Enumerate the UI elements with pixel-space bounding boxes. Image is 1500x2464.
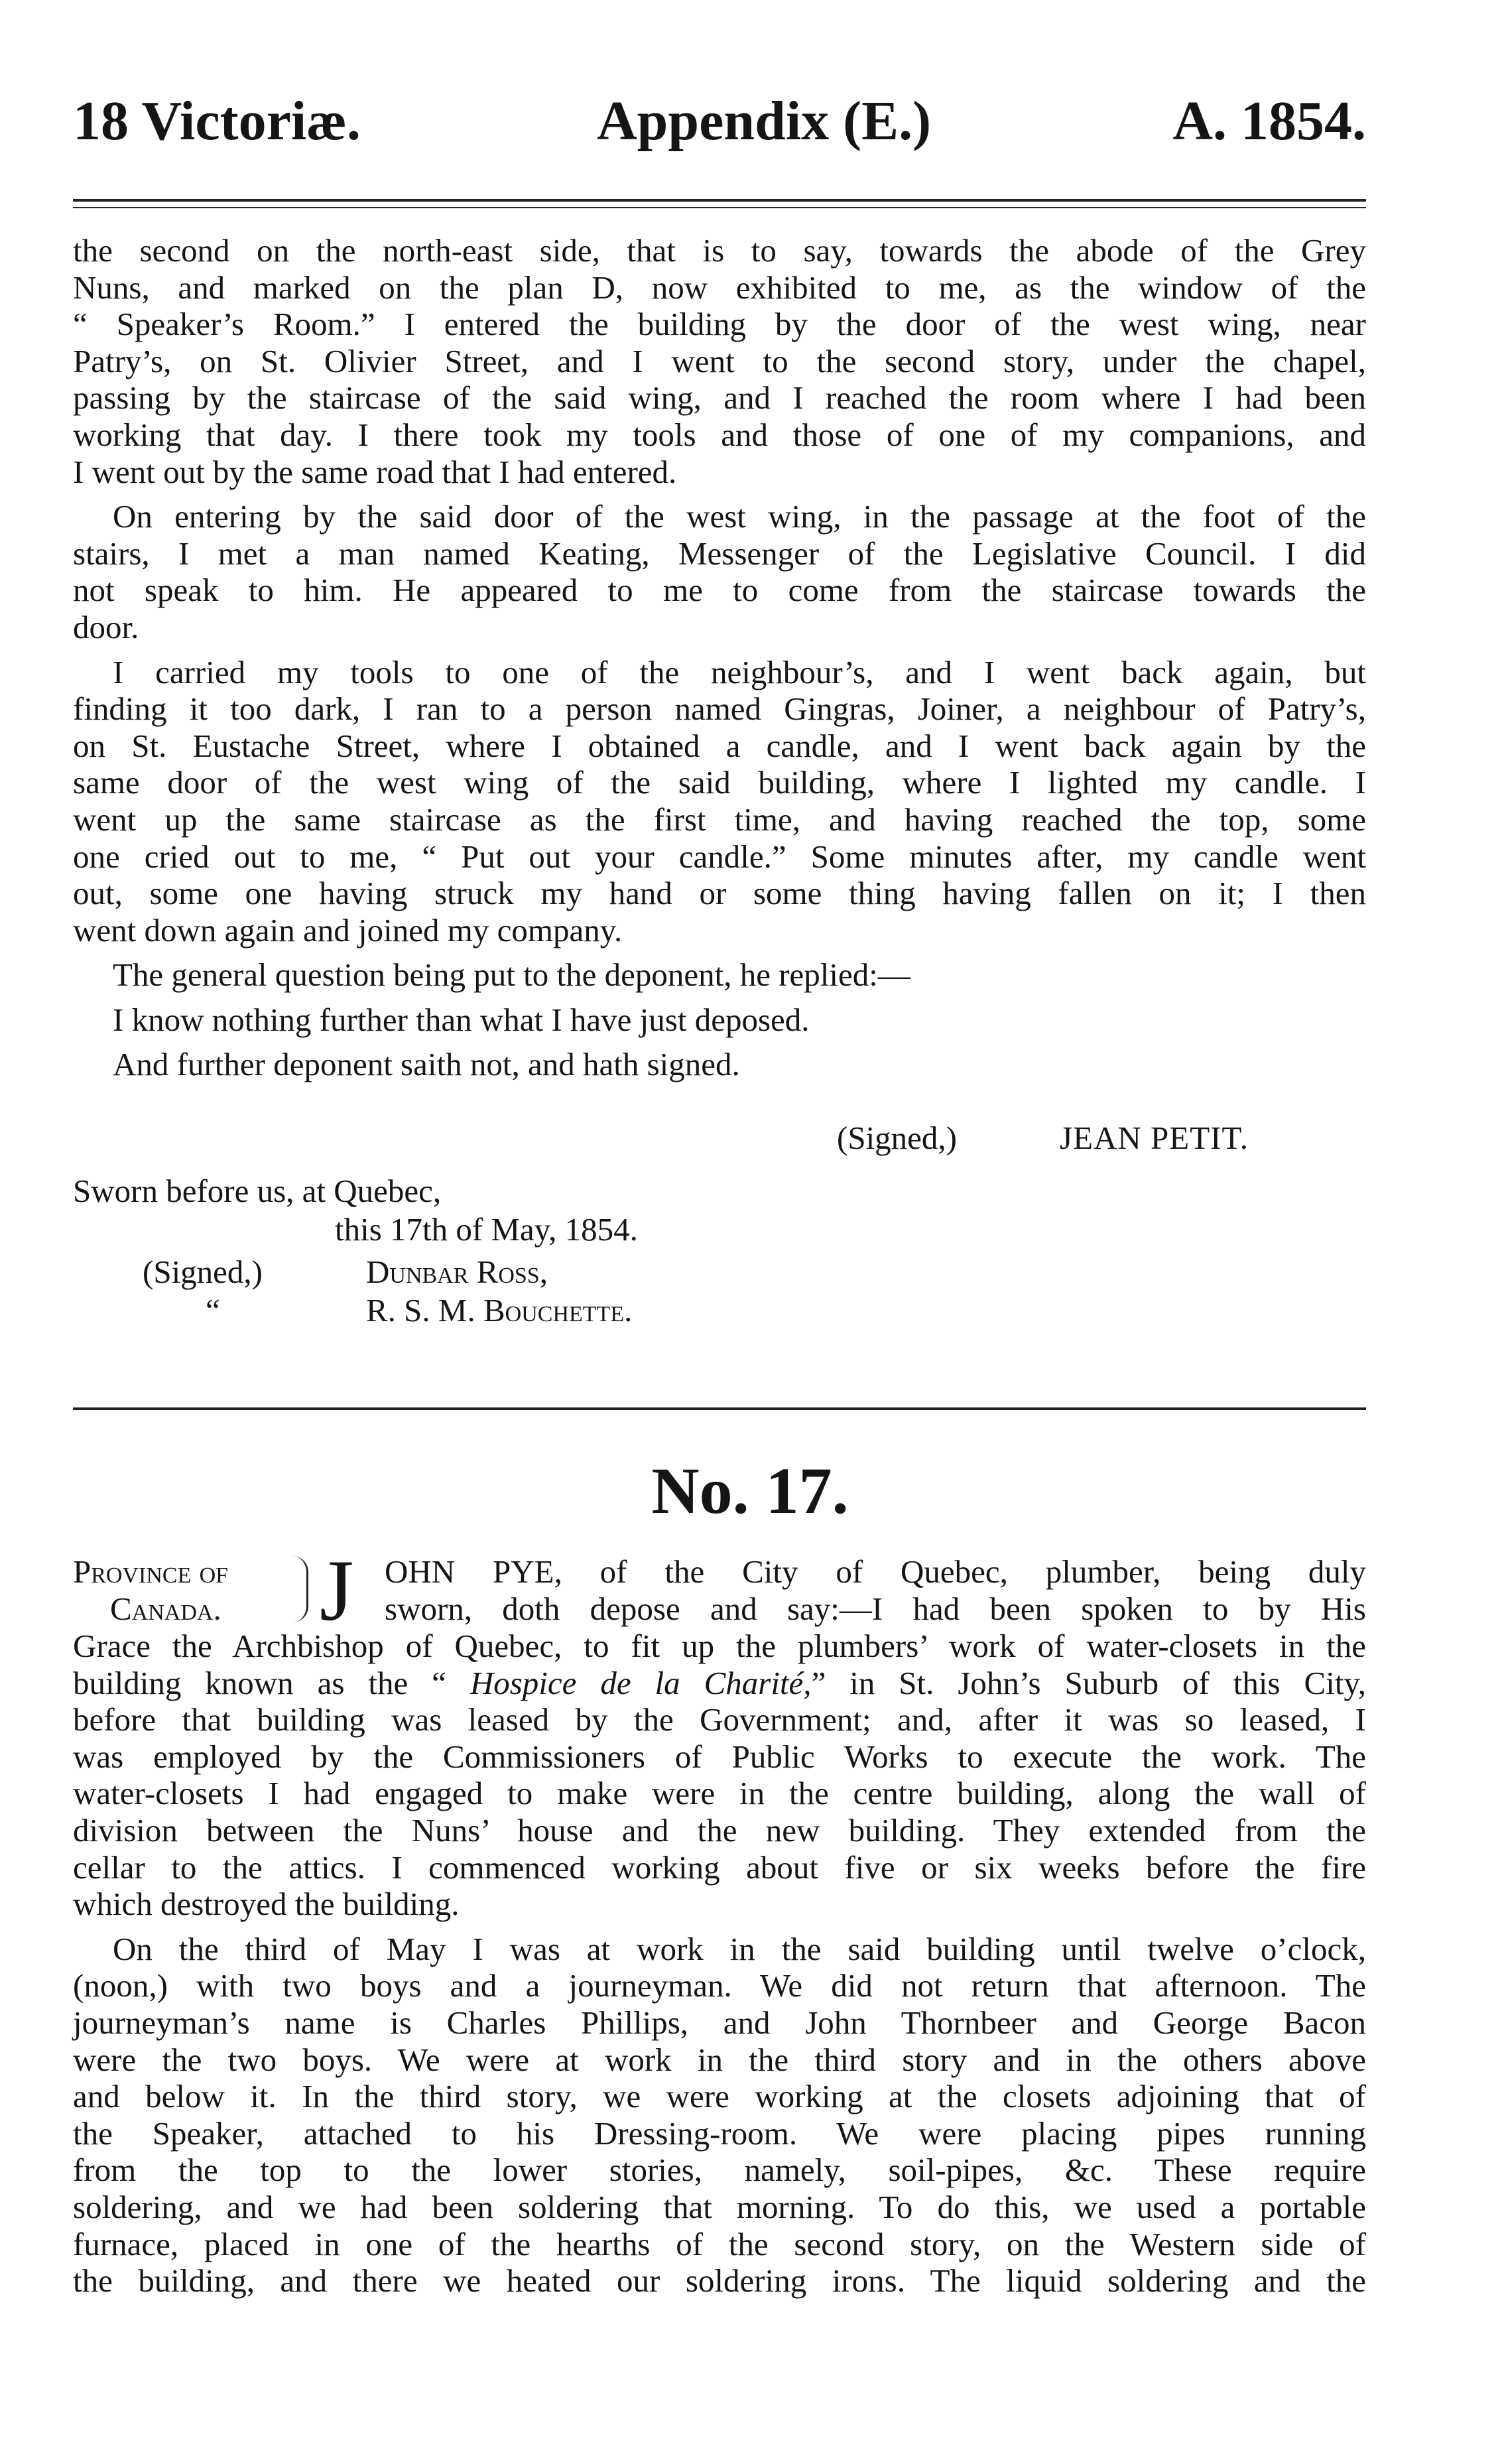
section-divider [73,1407,1366,1410]
text-line: went down again and joined my company. [73,911,623,948]
drop-initial: J [320,1541,354,1639]
text-line: Nuns, and marked on the plan D, now exhibited to me, as the window of the [73,269,1366,306]
text-line: I carried my tools to one of the neighbour’s, and I went back again, but [113,653,1366,690]
signatory-name: JEAN PETIT. [1060,1120,1249,1156]
province-line-1: Province of [73,1553,229,1590]
text-line: OHN PYE, of the City of Quebec, plumber, being duly [385,1553,1366,1590]
text-line: soldering, and we had been soldering that morning. To do this, we used a portable [73,2188,1366,2225]
petit-paragraph-3 [73,654,1366,949]
text-line: The general question being put to the deponent, he replied:— [113,956,910,994]
text-line: on St. Eustache Street, where I obtained a candle, and I went back again by the [73,727,1366,764]
ditto-mark: “ [206,1292,220,1329]
signed-label: (Signed,) [837,1120,957,1156]
witness-2: R. S. M. Bouchette. [366,1292,633,1329]
text-line: I went out by the same road that I had entered. [73,453,677,490]
text-segment: building known as the “ [73,1664,470,1701]
text-line: not speak to him. He appeared to me to come from the staircase towards the [73,572,1366,609]
text-line: went up the same staircase as the first time, and having reached the top, some [73,801,1366,838]
petit-paragraph-2 [73,498,1366,645]
italic-term: Hospice de la Charité, [469,1664,812,1701]
province-label [73,1553,351,1628]
text-line: from the top to the lower stories, namely, soil-pipes, &c. These require [73,2152,1366,2189]
text-line: “ Speaker’s Room.” I entered the building by the door of the west wing, near [73,306,1366,343]
text-line: out, some one having struck my hand or some thing having fallen on it; I then [73,875,1366,912]
text-line: division between the Nuns’ house and the new building. They extended from the [73,1811,1366,1848]
header-year: A. 1854. [1172,90,1366,152]
petit-paragraph-1 [73,232,1366,490]
pye-paragraph-1 [73,1628,1366,1923]
text-line: the second on the north-east side, that is to say, towards the abode of the Grey [73,232,1366,269]
text-line: stairs, I met a man named Keating, Messenger of the Legislative Council. I did [73,535,1366,572]
text-line: (noon,) with two boys and a journeyman. We did not return that afternoon. The [73,1967,1366,2004]
text-line: one cried out to me, “ Put out your candle.” Some minutes after, my candle went [73,838,1366,875]
text-segment: ” in St. John’s Suburb of this City, [811,1664,1367,1701]
pye-deposition [73,1628,1366,2307]
pye-paragraph-2 [73,1931,1366,2300]
petit-deposition [73,232,1366,1091]
text-line: And further deponent saith not, and hath signed. [113,1046,740,1083]
text-line: the Speaker, attached to his Dressing-room. We were placing pipes running [73,2114,1366,2152]
text-line: the building, and there we heated our soldering irons. The liquid soldering and the [73,2262,1366,2300]
text-line: cellar to the attics. I commenced working about five or six weeks before the fire [73,1848,1366,1886]
header-session: 18 Victoriæ. [73,90,361,152]
text-line: I know nothing further than what I have just deposed. [113,1001,810,1038]
witness-1: Dunbar Ross, [366,1254,548,1290]
province-line-2: Canada. [110,1590,221,1627]
section-title: No. 17. [651,1454,849,1527]
text-line: passing by the staircase of the said wing, and I reached the room where I had been [73,379,1366,417]
text-line: before that building was leased by the Government; and, after it was so leased, I [73,1701,1366,1738]
running-header [73,85,1366,158]
text-line: On the third of May I was at work in the said building until twelve o’clock, [113,1930,1366,1967]
sworn-line-1: Sworn before us, at Quebec, [73,1173,442,1209]
header-rule-top [73,199,1366,202]
text-line: sworn, doth depose and say:—I had been spoken to by His [385,1590,1366,1627]
text-line: were the two boys. We were at work in the third story and in the others above [73,2041,1366,2078]
text-line [73,1665,1366,1702]
text-line: Grace the Archbishop of Quebec, to fit up the plumbers’ work of water-closets in the [73,1628,1366,1664]
brace-bracket [292,1556,308,1622]
text-line: was employed by the Commissioners of Public Works to execute the work. The [73,1738,1366,1775]
text-line: same door of the west wing of the said building, where I lighted my candle. I [73,764,1366,801]
text-line: door. [73,608,139,645]
petit-further [73,1046,1366,1083]
text-line: finding it too dark, I ran to a person named Gingras, Joiner, a neighbour of Patry’s, [73,690,1366,728]
sworn-line-2: this 17th of May, 1854. [335,1211,638,1248]
header-appendix: Appendix (E.) [597,90,932,152]
header-rule-bottom [73,207,1366,208]
text-line: and below it. In the third story, we were working at the closets adjoining that of [73,2078,1366,2115]
text-line: furnace, placed in one of the hearths of the second story, on the Western side of [73,2225,1366,2262]
text-line: Patry’s, on St. Olivier Street, and I went to the second story, under the chapel, [73,342,1366,379]
opening-lines [385,1553,1366,1628]
petit-answer [73,1002,1366,1039]
text-line: On entering by the said door of the west wing, in the passage at the foot of the [113,498,1366,535]
text-line: water-closets I had engaged to make were in the centre building, along the wall of [73,1775,1366,1812]
witness-signed-label: (Signed,) [143,1254,263,1290]
text-line: working that day. I there took my tools and those of one of my companions, and [73,416,1366,453]
petit-question [73,956,1366,994]
text-line: which destroyed the building. [73,1886,460,1923]
text-line: journeyman’s name is Charles Phillips, and John Thornbeer and George Bacon [73,2004,1366,2041]
